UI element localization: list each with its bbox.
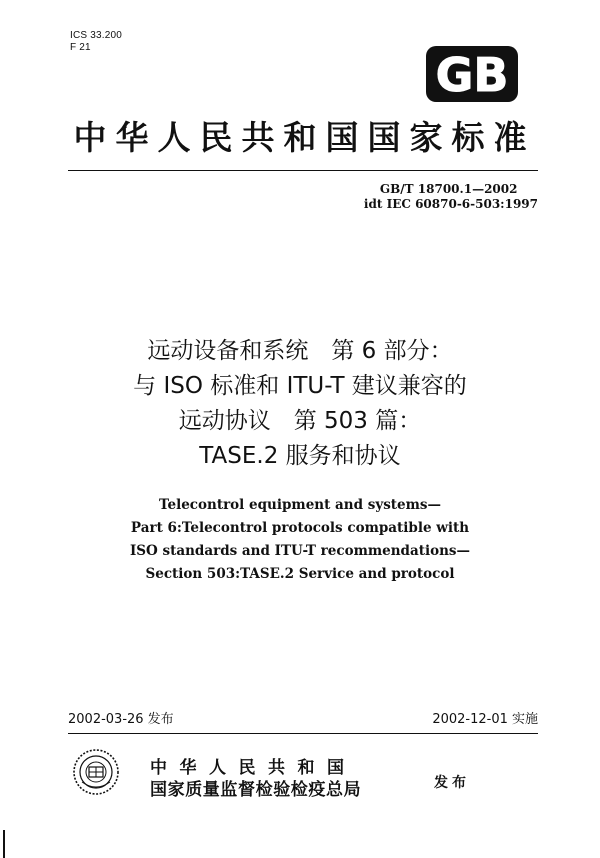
chinese-title-line-3: 远动协议 第 503 篇： bbox=[178, 408, 422, 434]
chinese-title-line-4: TASE.2 服务和协议 bbox=[199, 443, 401, 469]
gb-logo-text: GB bbox=[435, 48, 509, 102]
standard-equivalence: idt IEC 60870-6-503:1997 bbox=[363, 197, 538, 211]
implementation-date: 2002-12-01 实施 bbox=[432, 712, 538, 727]
ccs-code: F 21 bbox=[70, 42, 91, 53]
issuer-agency: 国家质量监督检验检疫总局 bbox=[150, 780, 362, 800]
standard-number: GB/T 18700.1—2002 bbox=[379, 182, 518, 196]
issue-date: 2002-03-26 发布 bbox=[68, 712, 174, 727]
classification-codes bbox=[70, 30, 122, 54]
bottom-divider bbox=[68, 733, 538, 734]
gb-logo bbox=[424, 42, 520, 106]
english-title-line-4: Section 503:TASE.2 Service and protocol bbox=[145, 566, 455, 582]
top-divider bbox=[68, 170, 538, 171]
ics-code: ICS 33.200 bbox=[70, 30, 123, 41]
chinese-title bbox=[0, 334, 600, 474]
scan-edge-mark bbox=[0, 830, 14, 858]
issuing-authority bbox=[150, 757, 361, 801]
english-title-line-3: ISO standards and ITU-T recommendations— bbox=[129, 543, 471, 559]
publish-label: 发布 bbox=[434, 775, 470, 791]
english-title-line-2: Part 6:Telecontrol protocols compatible with bbox=[130, 520, 470, 536]
english-title-line-1: Telecontrol equipment and systems— bbox=[158, 497, 442, 513]
issuer-country: 中华人民共和国 bbox=[150, 758, 357, 778]
english-title bbox=[0, 494, 600, 586]
chinese-title-line-2: 与 ISO 标准和 ITU-T 建议兼容的 bbox=[133, 373, 467, 399]
aqsiq-seal-icon bbox=[72, 748, 120, 796]
standard-codes bbox=[364, 182, 538, 212]
chinese-title-line-1: 远动设备和系统 第 6 部分： bbox=[147, 338, 453, 364]
national-standard-title: 中华人民共和国国家标准 bbox=[73, 118, 536, 157]
